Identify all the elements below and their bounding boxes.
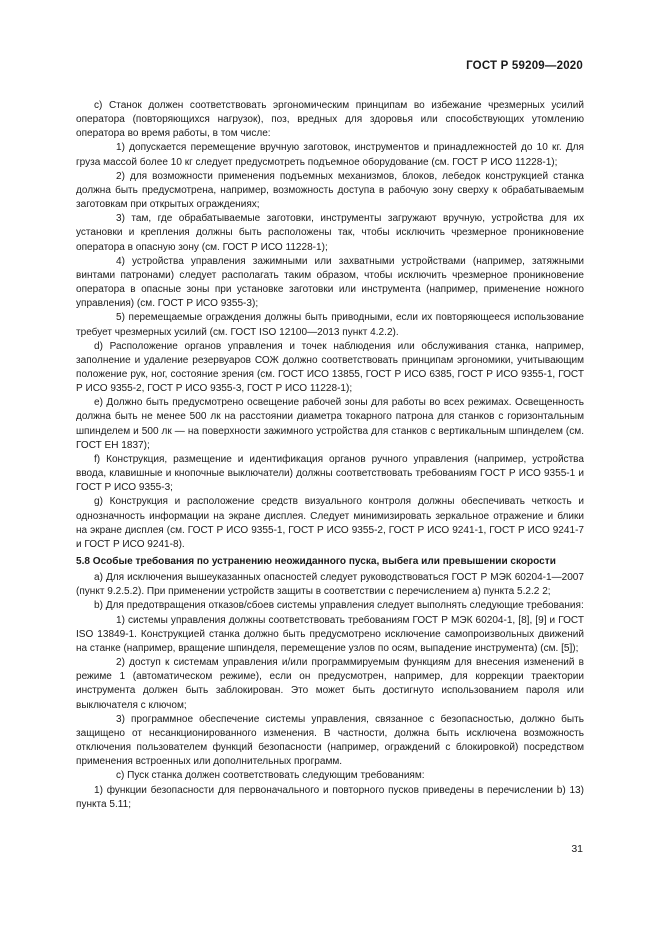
document-body [76, 99, 584, 812]
list-item: 4) устройства управления зажимными или захватными устройствами (например, затяжными винтами патронами) следует располагать таким образом, чтобы исключить чрезмерное проникновение оператора в опасные зоны при установке заготовки или инструмента (например, применение ножного управления) (см. ГОСТ Р ИСО 9355-3); [76, 255, 584, 310]
paragraph-a: a) Для исключения вышеуказанных опасностей следует руководствоваться ГОСТ Р МЭК 60204-1—2007 (пункт 9.2.5.2). При применении устройств защиты в соответствии с перечислением a) пункта 5.2.2 2; [76, 572, 584, 598]
paragraph-c: c) Станок должен соответствовать эргономическим принципам во избежание чрезмерных усилий оператора (повторяющихся нагрузок), поз, вредных для здоровья или способствующих утомлению оператора во время работы, в том числе: [76, 100, 584, 140]
document-code: ГОСТ Р 59209—2020 [466, 60, 583, 72]
list-item: 1) допускается перемещение вручную заготовок, инструментов и принадлежностей до 10 кг. Для груза массой более 10 кг следует предусмотреть подъемное оборудование (см. ГОСТ Р ИСО 11228-1); [76, 142, 584, 168]
list-item: 3) программное обеспечение системы управления, связанное с безопасностью, должно быть защищено от несанкционированного изменения. В частности, должна быть исключена возможность отключения пользователем функций безопасности (например, ограждений с блокировкой) посредством применения встроенных или дополнительных программ. [76, 713, 584, 768]
page-number: 31 [571, 843, 583, 855]
paragraph-f: f) Конструкция, размещение и идентификация органов ручного управления (например, устройства ввода, клавишные и кнопочные выключатели) должны соответствовать требованиям ГОСТ Р ИСО 9355-1 и ГОСТ Р ИСО 9355-3; [76, 453, 584, 494]
paragraph-e: e) Должно быть предусмотрено освещение рабочей зоны для работы во всех режимах. Освещенность должна быть не менее 500 лк на расстоянии диаметра токарного патрона для станков с горизонтальным шпинделем и 500 лк — на поверхности зажимного устройства для станков с вертикальным шпинделем (см. ГОСТ ЕН 1837); [76, 397, 584, 451]
list-item: 2) доступ к системам управления и/или программируемым функциям для внесения изменений в режиме 1 (автоматическом режиме), если он предусмотрен, например, для коррекции траектории инструмента должен быть заблокирован. Это может быть достигнуто использованием пароля или выключателя с ключом; [76, 657, 584, 711]
list-item: 2) для возможности применения подъемных механизмов, блоков, лебедок конструкцией станка должна быть предусмотрена, например, возможность доступа в рабочую зону сверху к обрабатываемым заготовкам при открытых ограждениях; [76, 170, 584, 211]
paragraph-b: b) Для предотвращения отказов/сбоев системы управления следует выполнять следующие требования: [94, 600, 584, 612]
section-heading: 5.8 Особые требования по устранению неожиданного пуска, выбега или превышении скорости [76, 556, 556, 567]
paragraph-d: d) Расположение органов управления и точек наблюдения или обслуживания станка, например, заполнение и удаление резервуаров СОЖ должно соответствовать принципам эргономики, учитывающим положение рук, ног, состояние зрения (см. ГОСТ ИСО 13855, ГОСТ Р ИСО 6385, ГОСТ Р ИСО 9355-1, ГОСТ Р ИСО 9355-2, ГОСТ Р ИСО 9355-3, ГОСТ Р ИСО 11228-1); [76, 340, 584, 395]
paragraph-g: g) Конструкция и расположение средств визуального контроля должны обеспечивать четкость и однозначность информации на экране дисплея. Следует минимизировать зеркальное отражение и блики на экране дисплея (см. ГОСТ Р ИСО 9355-1, ГОСТ Р ИСО 9355-2, ГОСТ Р ИСО 9241-1, ГОСТ Р ИСО 9241-7 и ГОСТ Р ИСО 9241-8). [76, 496, 584, 550]
list-item: 1) системы управления должны соответствовать требованиям ГОСТ Р МЭК 60204-1, [8], [9] и ГОСТ ISO 13849-1. Конструкцией станка должно быть предусмотрено исключение самопроизвольных движений на станке (например, вращение шпинделя, перемещение узлов по осям, выпадение инструмента) (см. [5]); [76, 614, 584, 654]
paragraph-c2: c) Пуск станка должен соответствовать следующим требованиям: [116, 770, 425, 782]
list-item: 5) перемещаемые ограждения должны быть приводными, если их повторяющееся использование требует чрезмерных усилий (см. ГОСТ ISO 12100—2013 пункт 4.2.2). [76, 312, 584, 338]
list-item: 3) там, где обрабатываемые заготовки, инструменты загружают вручную, устройства для их установки и крепления должны быть расположены так, чтобы исключить чрезмерное проникновение оператора в опасную зону (см. ГОСТ Р ИСО 11228-1); [76, 213, 584, 253]
list-item: 1) функции безопасности для первоначального и повторного пусков приведены в перечислении b) 13) пункта 5.11; [76, 784, 584, 810]
